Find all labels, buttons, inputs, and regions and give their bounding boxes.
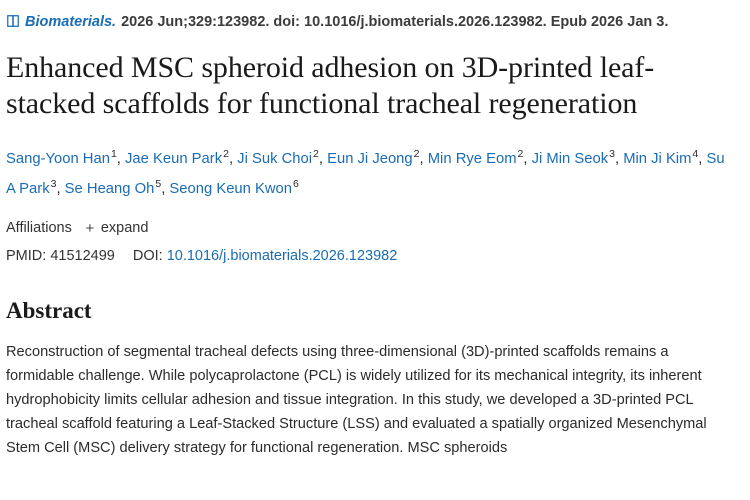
doi-link[interactable]: 10.1016/j.biomaterials.2026.123982: [166, 247, 398, 264]
citation-line: [6, 12, 734, 32]
author-link[interactable]: Ji Min Seok: [531, 150, 609, 167]
page-title: Enhanced MSC spheroid adhesion on 3D-printed leaf-stacked scaffolds for functional tracheal regeneration: [6, 51, 655, 120]
journal-name-link[interactable]: Biomaterials.: [25, 14, 117, 30]
author-link[interactable]: Seong Keun Kwon: [169, 180, 293, 197]
affiliations-row: [6, 220, 734, 237]
affiliations-label: Affiliations: [6, 220, 72, 237]
author-separator: ,: [614, 150, 624, 167]
author-link[interactable]: Min Ji Kim: [623, 150, 692, 167]
expand-label: expand: [100, 220, 149, 237]
doi-label: DOI:: [132, 247, 163, 264]
abstract-heading: Abstract: [6, 297, 92, 323]
pmid-label: PMID:: [6, 247, 47, 264]
author-separator: ,: [698, 150, 707, 167]
expand-affiliations-button[interactable]: [84, 220, 149, 237]
abstract-text: Reconstruction of segmental tracheal defects using three-dimensional (3D)-printed scaffolds remains a formidable challenge. While polycaprolactone (PCL) is widely utilized for its mechanical integrity, its inherent hydrophobicity limits cellular adhesion and tissue integration. In this study, we developed a 3D-printed PCL tracheal scaffold featuring a Leaf-Stacked Structure (LSS) and evaluated a spatially organized Mesenchymal Stem Cell (MSC) delivery strategy for functional regeneration. MSC spheroids: [6, 343, 707, 456]
author-affiliation-marker[interactable]: 2: [413, 148, 420, 160]
pmid-value: 41512499: [50, 247, 115, 264]
author-affiliation-marker[interactable]: 2: [223, 148, 229, 160]
author-link[interactable]: Sang-Yoon Han: [6, 150, 110, 167]
author-link[interactable]: Ji Suk Choi: [237, 150, 313, 167]
author-separator: ,: [419, 150, 428, 167]
journal-book-icon: [6, 14, 20, 28]
citation-details: 2026 Jun;329:123982. doi: 10.1016/j.biomaterials.2026.123982. Epub 2026 Jan 3.: [121, 14, 669, 30]
author-link[interactable]: Jae Keun Park: [125, 150, 223, 167]
author-affiliation-marker[interactable]: 1: [110, 148, 117, 160]
author-affiliation-marker[interactable]: 4: [692, 148, 699, 160]
author-link[interactable]: Su A Park: [6, 150, 725, 197]
author-link[interactable]: Eun Ji Jeong: [327, 150, 413, 167]
author-affiliation-marker[interactable]: 2: [313, 148, 319, 160]
author-affiliation-marker[interactable]: 2: [517, 148, 524, 160]
author-separator: ,: [228, 150, 238, 167]
author-link[interactable]: Se Heang Oh: [64, 180, 155, 197]
author-link[interactable]: Min Rye Eom: [427, 150, 517, 167]
author-affiliation-marker[interactable]: 3: [50, 177, 57, 190]
author-separator: ,: [161, 180, 170, 197]
author-separator: ,: [56, 180, 65, 197]
plus-icon: +: [85, 219, 95, 237]
author-affiliation-marker[interactable]: 3: [609, 148, 615, 160]
author-affiliation-marker[interactable]: 6: [293, 177, 299, 190]
author-separator: ,: [116, 150, 126, 167]
author-affiliation-marker[interactable]: 5: [155, 177, 162, 190]
author-separator: ,: [523, 150, 532, 167]
author-list: [6, 142, 726, 202]
identifiers-row: [6, 248, 734, 264]
author-separator: ,: [318, 150, 328, 167]
